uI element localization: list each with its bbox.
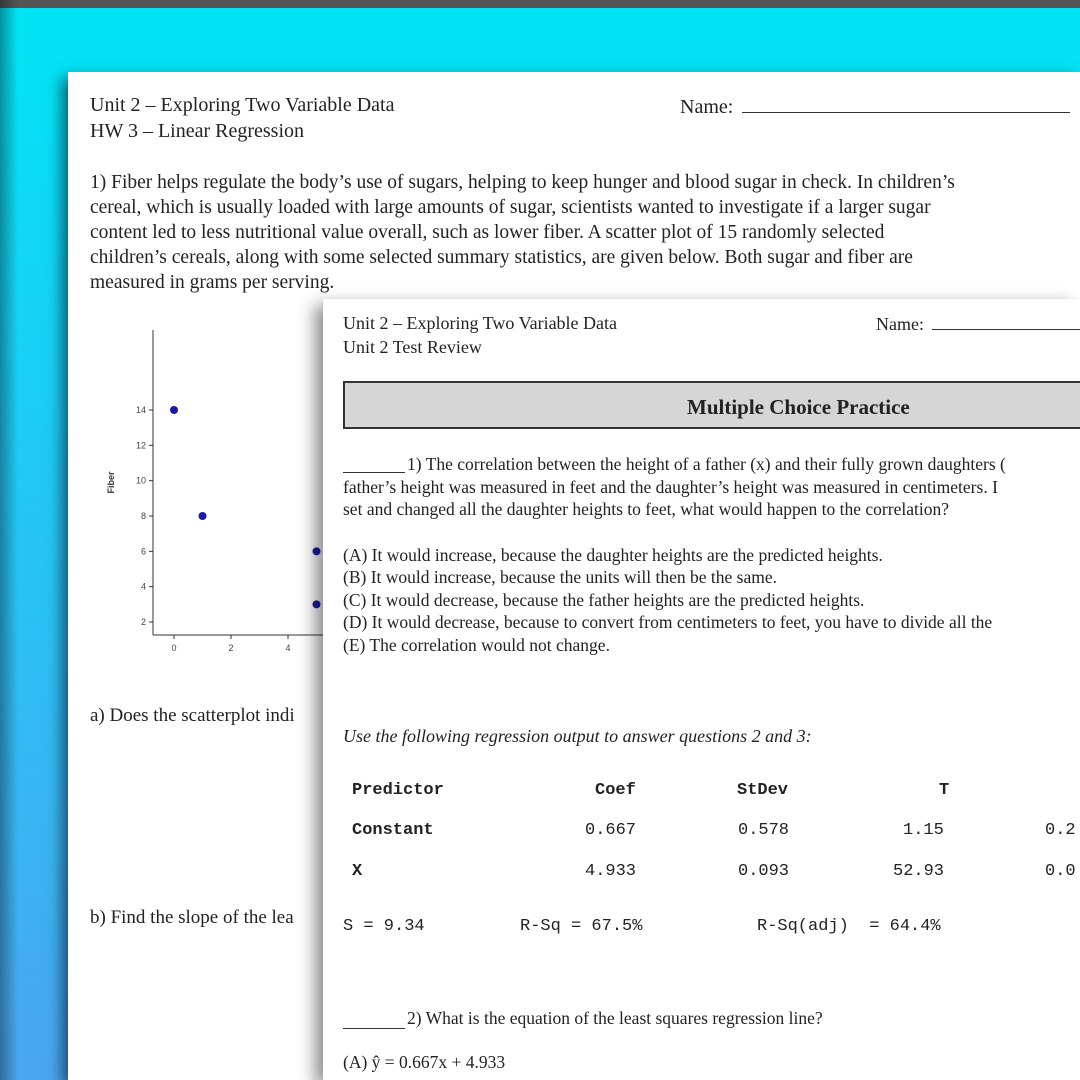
reg-header-stdev: StDev — [737, 781, 789, 800]
hw-header-title: HW 3 – Linear Regression — [90, 120, 305, 142]
q2-answer-blank[interactable] — [343, 1010, 405, 1029]
q1-choice-b[interactable]: (B) It would increase, because the units will then be the same. — [343, 567, 777, 587]
left-shadow — [0, 0, 18, 1080]
review-name-line[interactable] — [932, 313, 1080, 330]
regression-intro: Use the following regression output to answer questions 2 and 3: — [343, 726, 812, 746]
data-point — [313, 547, 321, 555]
reg-header-coef: Coef — [595, 781, 636, 800]
y-tick-label: 8 — [140, 511, 146, 521]
reg-s-stat: S = 9.34 — [343, 917, 425, 936]
review-header-title: Unit 2 Test Review — [343, 337, 482, 357]
reg-row-p: 0.0 — [1045, 862, 1076, 881]
review-name-label: Name: — [876, 313, 1080, 335]
section-title: Multiple Choice Practice — [687, 395, 910, 419]
intro-line: content led to less nutritional value overall, such as lower fiber. A scatter plot of 15 randomly selected — [90, 222, 885, 243]
y-tick-label: 6 — [140, 546, 146, 557]
q1-choice-e[interactable]: (E) The correlation would not change. — [343, 635, 610, 655]
y-tick-label: 14 — [135, 405, 146, 415]
q1-line: set and changed all the daughter heights to feet, what would happen to the correlation? — [343, 499, 949, 519]
hw-header-unit: Unit 2 – Exploring Two Variable Data — [90, 94, 395, 116]
reg-row-stdev: 0.578 — [738, 821, 790, 840]
reg-rsq: R-Sq = 67.5% — [520, 917, 643, 936]
q1-choice-a[interactable]: (A) It would increase, because the daughter heights are the predicted heights. — [343, 545, 883, 565]
hw-question-b: b) Find the slope of the lea — [90, 907, 294, 928]
section-title-box — [343, 381, 1080, 429]
intro-line: 1) Fiber helps regulate the body’s use of sugars, helping to keep hunger and blood sugar in check. In children’s — [90, 172, 955, 193]
reg-row-t: 1.15 — [903, 821, 944, 840]
hw-name-line[interactable] — [742, 94, 1070, 113]
x-tick-label: 2 — [228, 643, 234, 653]
hw-name-label: Name: — [680, 94, 1070, 119]
x-tick-label: 4 — [285, 643, 291, 653]
reg-row-t: 52.93 — [893, 862, 945, 881]
reg-header-t: T — [939, 781, 950, 800]
reg-row-predictor: Constant — [352, 821, 434, 840]
reg-row-p: 0.2 — [1045, 821, 1076, 840]
q2-choice-a[interactable]: (A) ŷ = 0.667x + 4.933 — [343, 1052, 506, 1072]
hw-intro-paragraph — [90, 170, 1070, 295]
reg-row-predictor: X — [352, 862, 363, 881]
review-page — [323, 299, 1080, 1080]
data-point — [313, 600, 321, 608]
reg-rsq-adj: R-Sq(adj) = 64.4% — [757, 917, 941, 936]
x-tick-label: 0 — [171, 643, 177, 653]
scatter-plot — [98, 322, 338, 662]
top-border — [0, 0, 1080, 8]
q1-answer-blank[interactable] — [343, 454, 405, 473]
y-tick-label: 2 — [140, 617, 146, 627]
data-point — [199, 512, 207, 520]
intro-line: cereal, which is usually loaded with large amounts of sugar, scientists wanted to investigate if a larger sugar — [90, 197, 931, 218]
y-tick-label: 12 — [135, 440, 146, 451]
hw-question-a: a) Does the scatterplot indi — [90, 705, 295, 726]
q2-text: 2) What is the equation of the least squares regression line? — [407, 1008, 823, 1028]
q1-choice-d[interactable]: (D) It would decrease, because to convert from centimeters to feet, you have to divide all the — [343, 612, 993, 632]
intro-line: measured in grams per serving. — [90, 272, 335, 293]
y-axis-label: Fiber — [106, 471, 116, 494]
reg-row-coef: 0.667 — [585, 821, 637, 840]
intro-line: children’s cereals, along with some selected summary statistics, are given below. Both sugar and fiber are — [90, 247, 913, 268]
review-header-unit: Unit 2 – Exploring Two Variable Data — [343, 313, 618, 333]
q1-line: 1) The correlation between the height of a father (x) and their fully grown daughters ( — [407, 454, 1006, 474]
reg-row-stdev: 0.093 — [738, 862, 790, 881]
y-tick-label: 4 — [140, 581, 146, 592]
data-point — [170, 406, 178, 414]
reg-header-predictor: Predictor — [352, 781, 444, 800]
q1-line: father’s height was measured in feet and the daughter’s height was measured in centimeters. I — [343, 477, 998, 497]
y-tick-label: 10 — [135, 475, 146, 486]
q1-choice-c[interactable]: (C) It would decrease, because the father heights are the predicted heights. — [343, 590, 865, 610]
reg-row-coef: 4.933 — [585, 862, 637, 881]
